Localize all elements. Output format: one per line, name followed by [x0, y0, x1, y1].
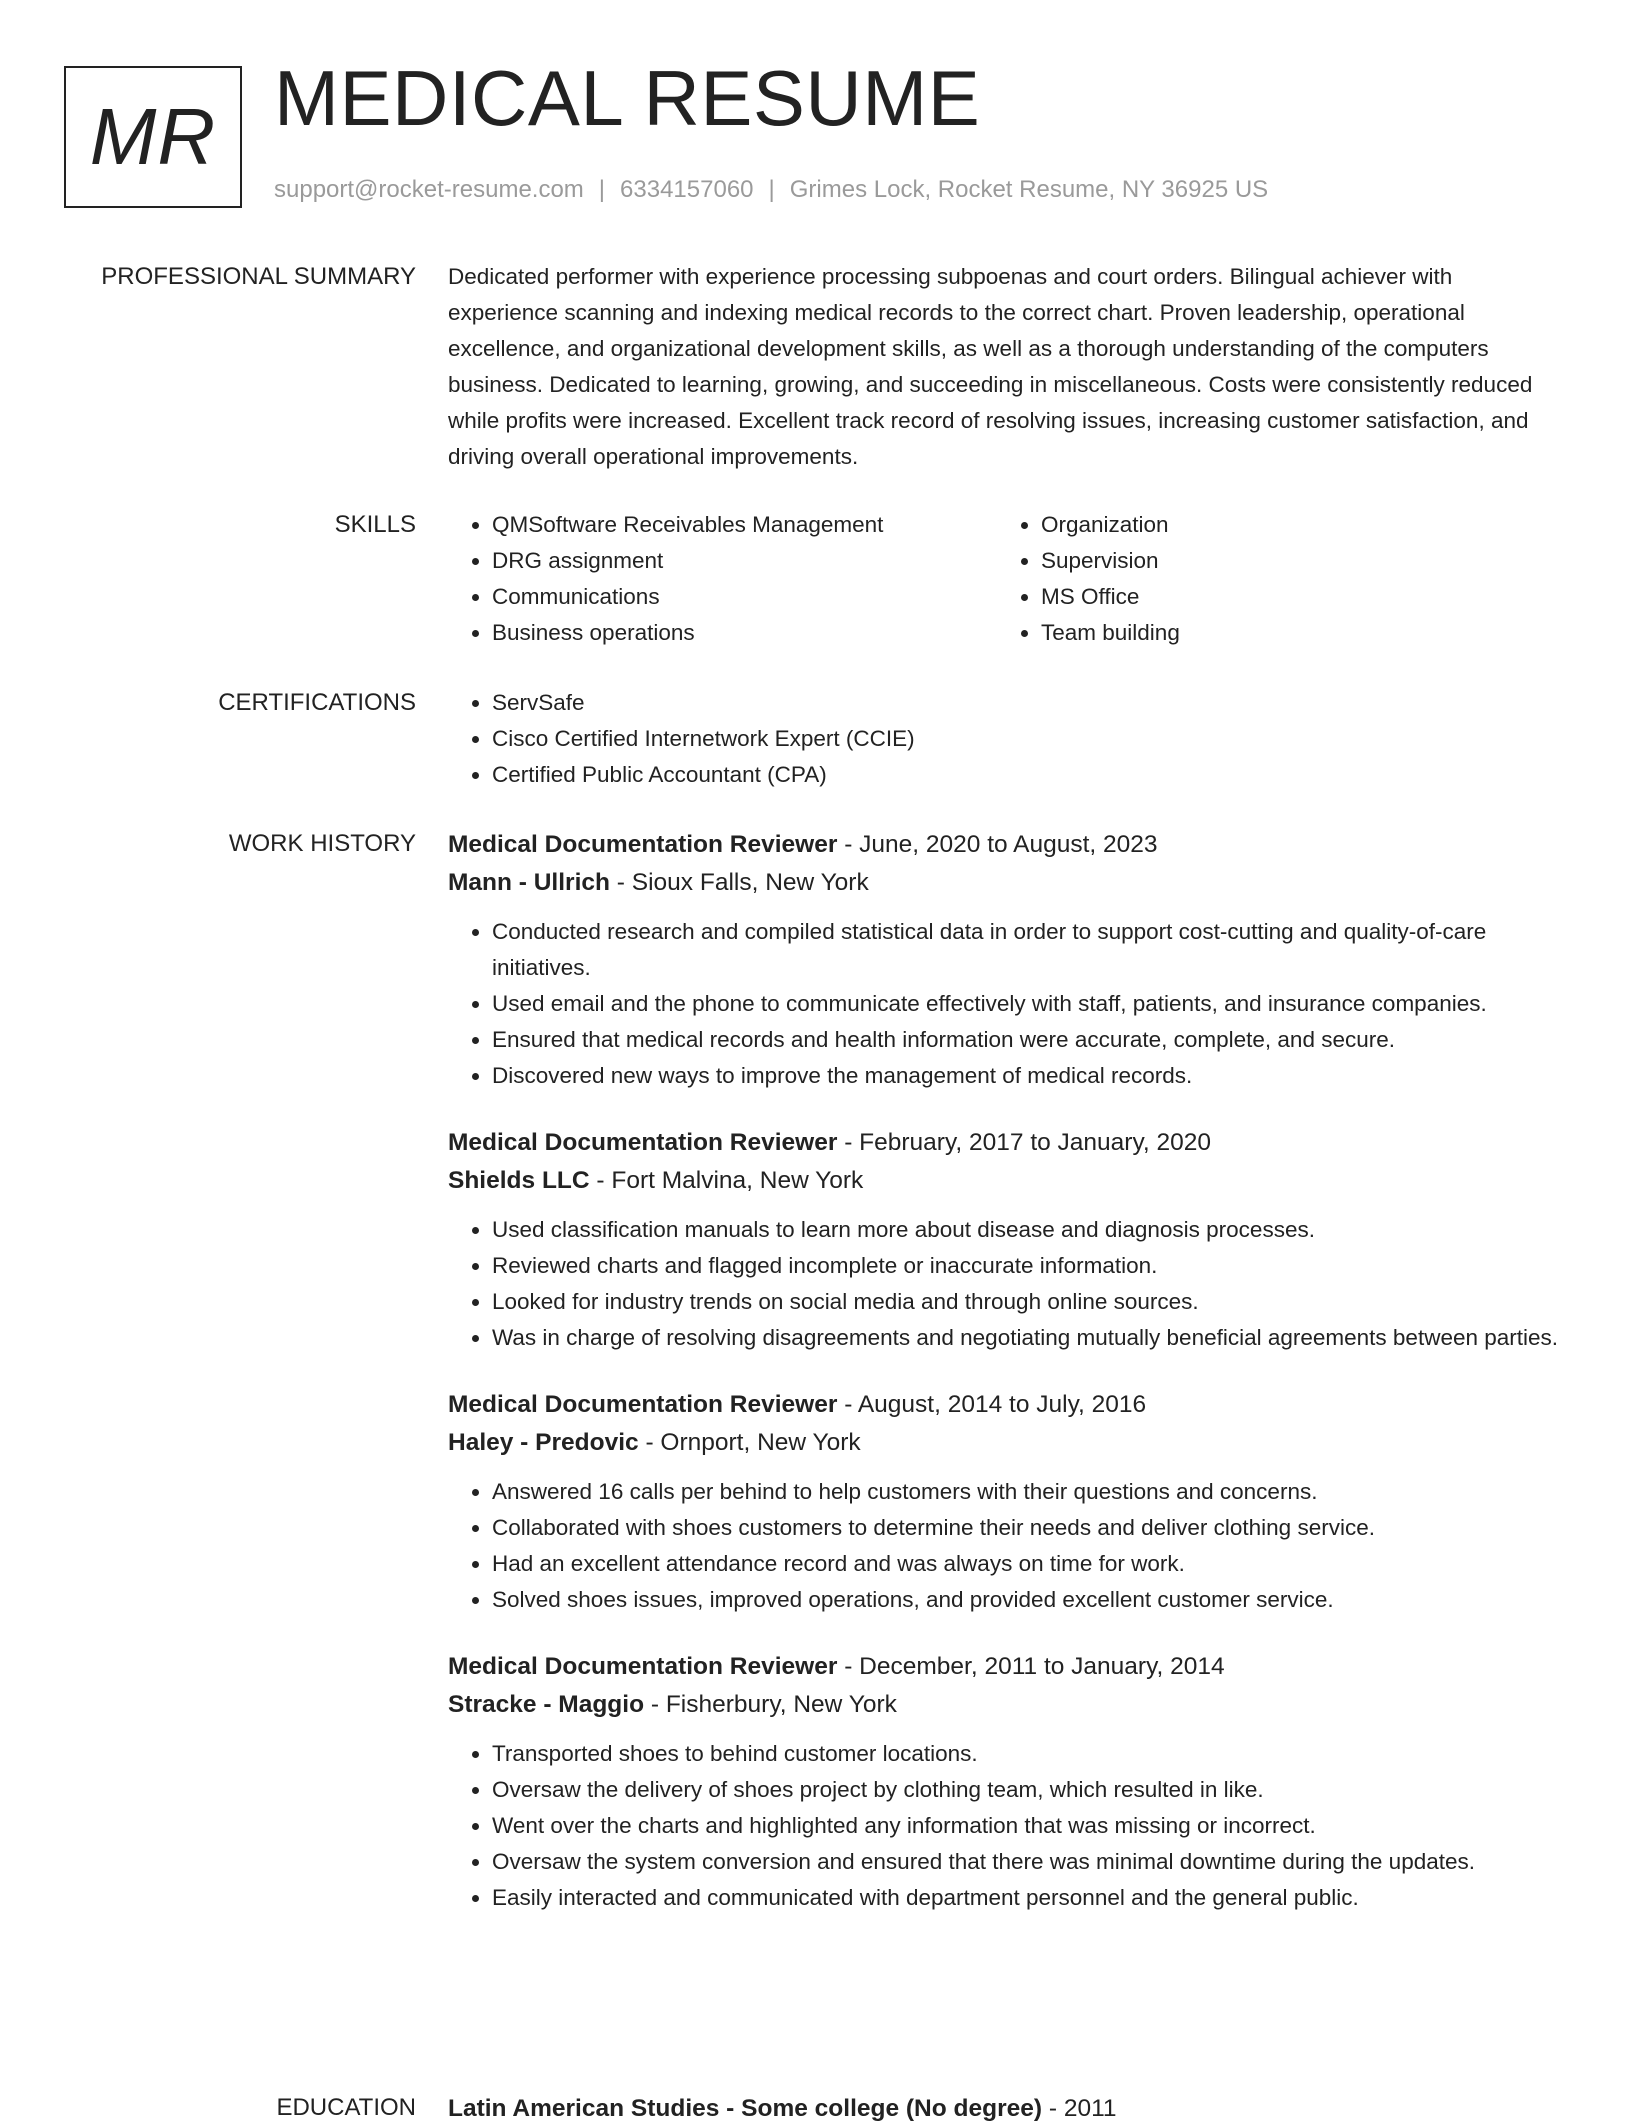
- job-bullet: • Easily interacted and communicated with department personnel and the general public.: [492, 1880, 1568, 1916]
- job-bullet: • Discovered new ways to improve the management of medical records.: [492, 1058, 1568, 1094]
- job-title-line: [448, 826, 1568, 864]
- job-bullet: • Looked for industry trends on social media and through online sources.: [492, 1284, 1568, 1320]
- dash: -: [609, 869, 632, 896]
- job-company-line: [448, 864, 1568, 902]
- job-dates: December, 2011 to January, 2014: [859, 1653, 1225, 1680]
- job-company-line: [448, 1424, 1568, 1462]
- job-bullet: • Went over the charts and highlighted any information that was missing or incorrect.: [492, 1808, 1568, 1844]
- job-location: Fort Malvina, New York: [611, 1167, 864, 1194]
- dash: -: [644, 1691, 666, 1718]
- job-bullet: • Used email and the phone to communicate effectively with staff, patients, and insurance companies.: [492, 986, 1568, 1022]
- job-company: Stracke - Maggio: [448, 1691, 645, 1718]
- contact-line: [274, 176, 1268, 204]
- certifications-label: CERTIFICATIONS: [218, 689, 416, 716]
- job-bullets: [448, 1474, 1568, 1618]
- job-bullet: • Transported shoes to behind customer locations.: [492, 1736, 1568, 1772]
- job-bullet: • Collaborated with shoes customers to determine their needs and deliver clothing service.: [492, 1510, 1568, 1546]
- dash: -: [837, 1391, 858, 1418]
- job-bullet: • Was in charge of resolving disagreements and negotiating mutually beneficial agreements between parties.: [492, 1320, 1568, 1356]
- contact-address: Grimes Lock, Rocket Resume, NY 36925 US: [789, 176, 1269, 203]
- skill-item: • Communications: [492, 579, 997, 615]
- job-company: Mann - Ullrich: [448, 869, 610, 896]
- job-title-line: [448, 1386, 1568, 1424]
- monogram: MR: [64, 66, 242, 208]
- dash: -: [1042, 2095, 1064, 2122]
- skill-item: • MS Office: [1041, 579, 1546, 615]
- job-bullet: • Solved shoes issues, improved operations, and provided excellent customer service.: [492, 1582, 1568, 1618]
- skill-item: • Business operations: [492, 615, 997, 651]
- job-location: Fisherbury, New York: [665, 1691, 897, 1718]
- education-label: EDUCATION: [276, 2094, 416, 2121]
- contact-phone[interactable]: 6334157060: [620, 176, 754, 203]
- job-bullet: • Had an excellent attendance record and was always on time for work.: [492, 1546, 1568, 1582]
- job-bullet: • Conducted research and compiled statistical data in order to support cost-cutting and quality-of-care initiatives.: [492, 914, 1568, 986]
- job-dates: February, 2017 to January, 2020: [859, 1129, 1212, 1156]
- job-bullets: [448, 1212, 1568, 1356]
- job-title: Medical Documentation Reviewer: [448, 1391, 838, 1418]
- job-entry: [448, 1386, 1568, 1618]
- dash: -: [837, 1129, 860, 1156]
- education-year: 2011: [1063, 2095, 1117, 2122]
- job-company: Haley - Predovic: [448, 1429, 639, 1456]
- job-title: Medical Documentation Reviewer: [448, 1129, 838, 1156]
- skill-item: • Supervision: [1041, 543, 1546, 579]
- skills-list-left: [448, 507, 997, 651]
- summary-text: Dedicated performer with experience processing subpoenas and court orders. Bilingual achiever with experience scanning and indexing medical records to the correct chart. Proven leadership, operational excellence, and organizational development skills, as well as a thorough understanding of the computers business. Dedicated to learning, growing, and succeeding in miscellaneous. Costs were consistently reduced while profits were increased. Excellent track record of resolving issues, increasing customer satisfaction, and driving overall operational improvements.: [448, 264, 1533, 469]
- certifications-list: [448, 685, 1568, 793]
- job-bullets: [448, 1736, 1568, 1916]
- education-line: [448, 2090, 1568, 2128]
- job-bullets: [448, 914, 1568, 1094]
- job-company-line: [448, 1162, 1568, 1200]
- work-history-label: WORK HISTORY: [228, 830, 416, 857]
- job-bullet: • Oversaw the system conversion and ensured that there was minimal downtime during the updates.: [492, 1844, 1568, 1880]
- contact-separator: |: [768, 176, 775, 203]
- certification-item: • Certified Public Accountant (CPA): [492, 757, 1568, 793]
- job-location: Sioux Falls, New York: [631, 869, 869, 896]
- job-bullet: • Used classification manuals to learn more about disease and diagnosis processes.: [492, 1212, 1568, 1248]
- job-entry: [448, 1124, 1568, 1356]
- job-title: Medical Documentation Reviewer: [448, 1653, 838, 1680]
- skill-item: • Team building: [1041, 615, 1546, 651]
- job-title-line: [448, 1124, 1568, 1162]
- education-degree: Latin American Studies - Some college (No degree): [448, 2095, 1043, 2122]
- job-bullet: • Answered 16 calls per behind to help customers with their questions and concerns.: [492, 1474, 1568, 1510]
- summary-label: PROFESSIONAL SUMMARY: [101, 263, 416, 290]
- dash: -: [837, 831, 860, 858]
- dash: -: [589, 1167, 612, 1194]
- skill-item: • Organization: [1041, 507, 1546, 543]
- job-bullet: • Oversaw the delivery of shoes project by clothing team, which resulted in like.: [492, 1772, 1568, 1808]
- skill-item: • DRG assignment: [492, 543, 997, 579]
- contact-email[interactable]: support@rocket-resume.com: [274, 176, 584, 203]
- certification-item: • ServSafe: [492, 685, 1568, 721]
- certification-item: • Cisco Certified Internetwork Expert (CCIE): [492, 721, 1568, 757]
- job-bullet: • Reviewed charts and flagged incomplete or inaccurate information.: [492, 1248, 1568, 1284]
- job-entry: [448, 1648, 1568, 1916]
- job-bullet: • Ensured that medical records and health information were accurate, complete, and secure.: [492, 1022, 1568, 1058]
- dash: -: [837, 1653, 860, 1680]
- skills-label: SKILLS: [334, 511, 416, 538]
- job-dates: June, 2020 to August, 2023: [859, 831, 1158, 858]
- job-location: Ornport, New York: [660, 1429, 861, 1456]
- skills-list-right: [997, 507, 1546, 651]
- skill-item: • QMSoftware Receivables Management: [492, 507, 997, 543]
- contact-separator: |: [598, 176, 606, 203]
- dash: -: [638, 1429, 661, 1456]
- job-company-line: [448, 1686, 1568, 1724]
- job-entry: [448, 826, 1568, 1094]
- job-title-line: [448, 1648, 1568, 1686]
- job-company: Shields LLC: [448, 1167, 590, 1194]
- job-dates: August, 2014 to July, 2016: [857, 1391, 1147, 1418]
- job-title: Medical Documentation Reviewer: [448, 831, 838, 858]
- resume-title: MEDICAL RESUME: [274, 54, 981, 142]
